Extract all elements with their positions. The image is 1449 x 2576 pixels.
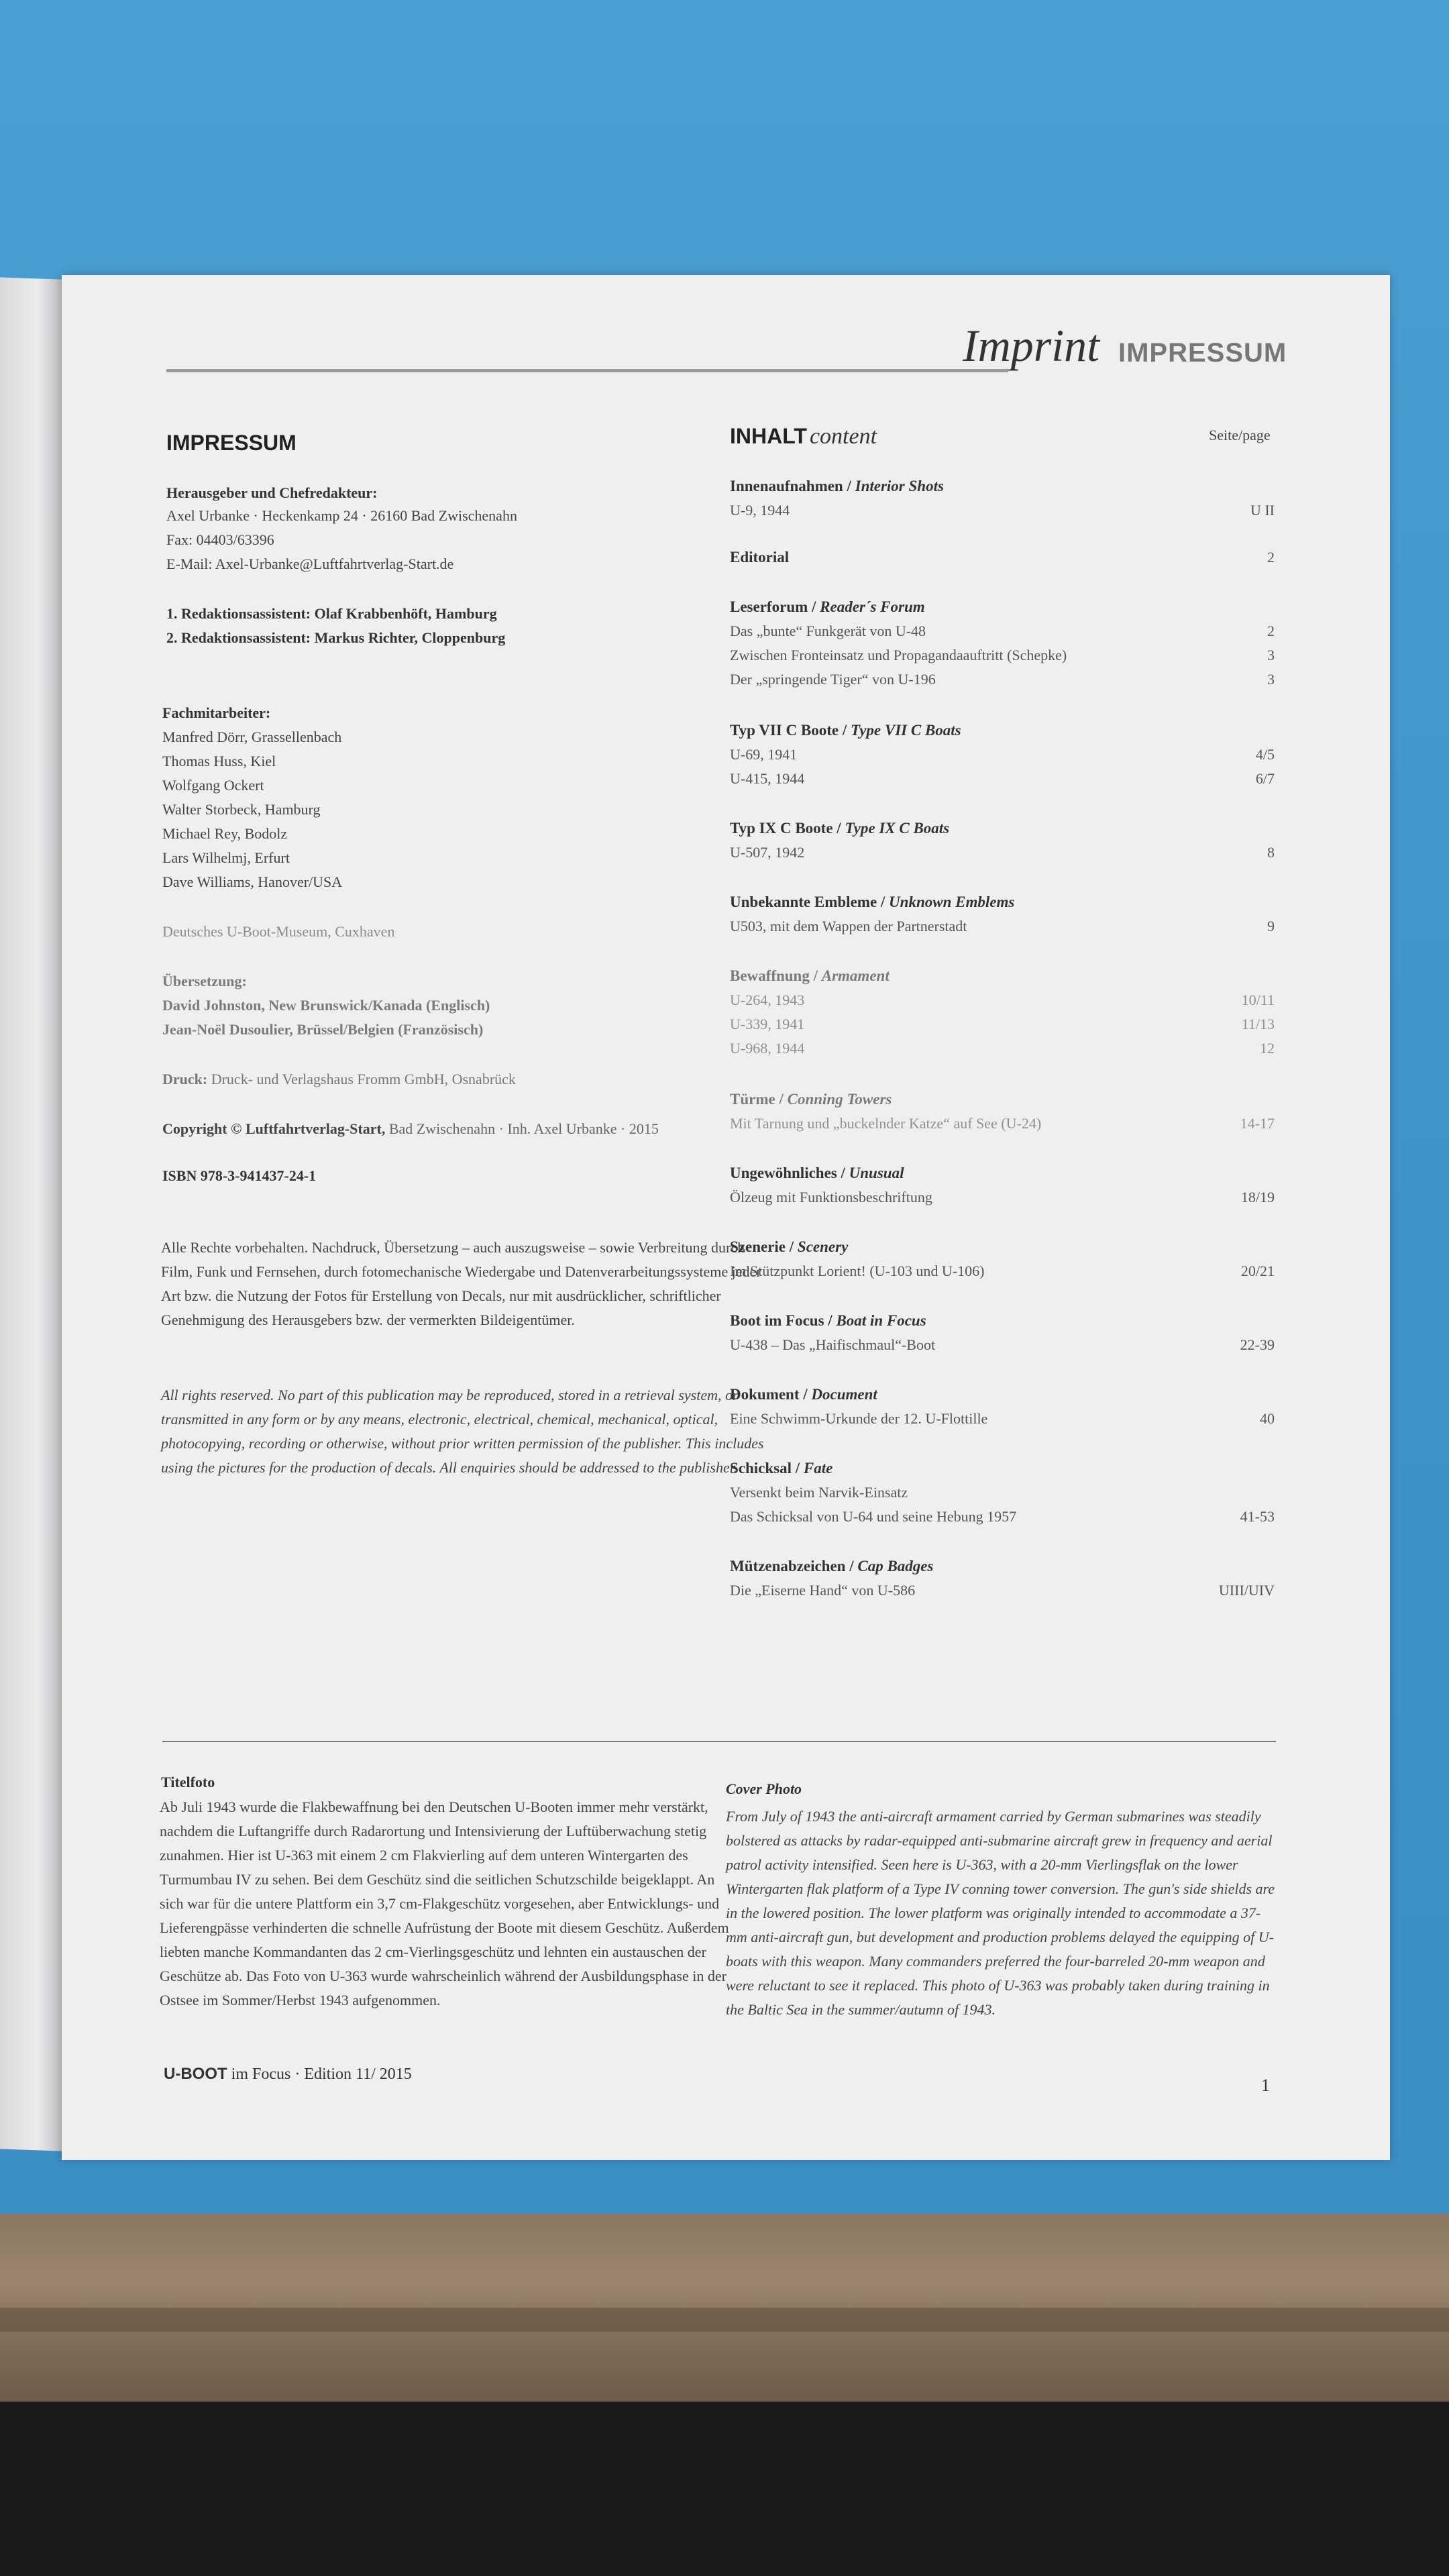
toc-section-heading (730, 820, 949, 837)
toc-section-heading (730, 1558, 933, 1575)
toc-heading-english: Document (811, 1386, 877, 1403)
footer-rule (162, 1741, 1276, 1742)
toc-entry: U-9, 1944 (730, 502, 790, 519)
toc-heading-german: Unbekannte Embleme / (730, 894, 890, 910)
toc-entry: U-438 – Das „Haifischmaul“-Boot (730, 1336, 936, 1353)
toc-heading-english: Conning Towers (787, 1091, 892, 1108)
toc-heading-german: Typ IX C Boote / (730, 820, 845, 837)
publisher-line: Fax: 04403/63396 (166, 531, 274, 548)
publisher-line: E-Mail: Axel-Urbanke@Luftfahrtverlag-Start.de (166, 555, 454, 572)
toc-heading-german: Typ VII C Boote / (730, 722, 851, 739)
translator: Jean-Noël Dusoulier, Brüssel/Belgien (Französisch) (162, 1021, 484, 1038)
toc-section-heading (730, 1460, 833, 1477)
toc-entry: Eine Schwimm-Urkunde der 12. U-Flottille (730, 1410, 988, 1427)
toc-entry: Das „bunte“ Funkgerät von U-48 (730, 623, 926, 639)
toc-heading-english: Cap Badges (857, 1558, 934, 1574)
toc-heading-german: Ungewöhnliches / (730, 1165, 849, 1181)
toc-heading-german: Leserforum / (730, 598, 820, 615)
toc-heading-german: Bewaffnung / (730, 967, 822, 984)
toc-heading-english: Unusual (849, 1165, 904, 1181)
toc-section-heading (730, 1165, 904, 1182)
toc-entry-page: 3 (1267, 671, 1275, 688)
toc-section-heading (730, 722, 961, 739)
toc-entry: Versenkt beim Narvik-Einsatz (730, 1484, 908, 1501)
toc-entry-page: 3 (1267, 647, 1275, 663)
toc-entry: U-415, 1944 (730, 770, 805, 787)
toc-entry-page: 41-53 (1240, 1508, 1275, 1525)
impressum-title: IMPRESSUM (166, 431, 297, 455)
isbn: ISBN 978-3-941437-24-1 (162, 1167, 317, 1184)
toc-section-heading (730, 1386, 877, 1403)
print-text: Druck- und Verlagshaus Fromm GmbH, Osnabrück (211, 1071, 516, 1087)
toc-entry-page: 2 (1267, 623, 1275, 639)
toc-entry-page: 9 (1267, 918, 1275, 934)
toc-entry: U-507, 1942 (730, 844, 805, 861)
assistant-line: 2. Redaktionsassistent: Markus Richter, Cloppenburg (166, 629, 506, 646)
header-impressum: IMPRESSUM (1118, 338, 1287, 368)
copyright-label: Copyright © Luftfahrtverlag-Start, (162, 1120, 386, 1137)
toc-entry-page: 20/21 (1240, 1263, 1275, 1279)
contributor: Dave Williams, Hanover/USA (162, 873, 343, 890)
toc-heading-english: Type VII C Boats (850, 722, 961, 739)
toc-page-label: Seite/page (1209, 427, 1271, 443)
rights-english: All rights reserved. No part of this publication may be reproduced, stored in a retrieval system, or transmitted in any form or by any means, electronic, electrical, chemical, mechanical, optical, photocopying, recording or otherwise, without prior written permission of the publisher. This includes using the pictures for the production of decals. All enquiries should be addressed to the publisher. (161, 1387, 764, 1476)
magazine-page (62, 275, 1390, 2160)
edition-brand: U-BOOT (164, 2065, 227, 2083)
toc-entry: Der „springende Tiger“ von U-196 (730, 671, 936, 688)
contributors-label: Fachmitarbeiter: (162, 704, 271, 721)
toc-entry: Zwischen Fronteinsatz und Propagandaauftritt (Schepke) (730, 647, 1067, 663)
toc-section-heading (730, 478, 944, 495)
translation-label: Übersetzung: (162, 973, 247, 989)
print-label: Druck: (162, 1071, 208, 1087)
toc-heading-german: Editorial (730, 549, 790, 566)
toc-heading-german: Türme / (730, 1091, 788, 1108)
toc-entry: Im Stützpunkt Lorient! (U-103 und U-106) (730, 1263, 985, 1279)
toc-section-heading (730, 1091, 892, 1108)
toc-section-heading (730, 1238, 848, 1256)
dark-floor (0, 2402, 1449, 2576)
edition-line (164, 2065, 412, 2084)
toc-entry-page: 6/7 (1255, 770, 1275, 787)
assistant-line: 1. Redaktionsassistent: Olaf Krabbenhöft, Hamburg (166, 605, 497, 622)
rights-german: Alle Rechte vorbehalten. Nachdruck, Übersetzung – auch auszugsweise – sowie Verbreitung durch Film, Funk und Fernsehen, durch fotomechanische Wiedergabe und Datenverarbeitungssysteme jeder Art bzw. die Nutzung der Fotos für Erstellung von Decals, nur mit ausdrücklicher, schriftlicher Genehmigung des Herausgebers bzw. der vermerkten Bildeigentümer. (161, 1239, 761, 1328)
page-number: 1 (1261, 2076, 1270, 2095)
contributor: Michael Rey, Bodolz (162, 825, 288, 842)
toc-section-heading (730, 549, 789, 566)
toc-section-heading (730, 894, 1014, 911)
contributor: Walter Storbeck, Hamburg (162, 801, 321, 818)
publisher-line: Axel Urbanke · Heckenkamp 24 · 26160 Bad Zwischenahn (166, 507, 517, 524)
contributor: Lars Wilhelmj, Erfurt (162, 849, 290, 866)
toc-entry: U-69, 1941 (730, 746, 798, 763)
toc-entry: U503, mit dem Wappen der Partnerstadt (730, 918, 967, 934)
toc-heading-english: Interior Shots (855, 478, 944, 494)
museum-line: Deutsches U-Boot-Museum, Cuxhaven (162, 923, 395, 940)
toc-entry: U-968, 1944 (730, 1040, 805, 1057)
toc-section-heading (730, 1312, 926, 1330)
contributor: Thomas Huss, Kiel (162, 753, 276, 769)
toc-entry: U-264, 1943 (730, 991, 805, 1008)
toc-entry-page: 14-17 (1240, 1115, 1275, 1132)
toc-title-italic: content (809, 424, 877, 449)
toc-heading-english: Fate (803, 1460, 833, 1477)
print-line (162, 1071, 516, 1088)
toc-heading-german: Schicksal / (730, 1460, 804, 1477)
translator: David Johnston, New Brunswick/Kanada (Englisch) (162, 997, 490, 1014)
wood-grain (0, 2308, 1449, 2332)
cover-photo-label: Cover Photo (726, 1780, 802, 1797)
toc-entry: Mit Tarnung und „buckelnder Katze“ auf See (U-24) (730, 1115, 1042, 1132)
header-imprint: Imprint (963, 320, 1099, 371)
toc-entry-page: UIII/UIV (1218, 1582, 1275, 1599)
toc-entry-page: 40 (1260, 1410, 1275, 1427)
contributor: Wolfgang Ockert (162, 777, 264, 794)
toc-entry-page: 12 (1260, 1040, 1275, 1057)
toc-heading-english: Unknown Emblems (889, 894, 1015, 910)
toc-entry: Das Schicksal von U-64 und seine Hebung 1957 (730, 1508, 1017, 1525)
toc-section-heading (730, 598, 925, 616)
toc-heading-german: Innenaufnahmen / (730, 478, 855, 494)
toc-entry-page: 18/19 (1240, 1189, 1275, 1205)
toc-entry: U-339, 1941 (730, 1016, 805, 1032)
toc-heading-german: Boot im Focus / (730, 1312, 837, 1329)
cover-photo-text: From July of 1943 the anti-aircraft armament carried by German submarines was steadily bolstered as attacks by radar-equipped anti-submarine aircraft grew in frequency and aerial patrol activity intensified. Seen here is U-363, with a 20-mm Vierlingsflak on the lower Wintergarten flak platform of a Type IV conning tower conversion. The gun's side shields are in the lowered position. The lower platform was originally intended to accommodate a 37-mm anti-aircraft gun, but development and production problems delayed the equipping of U-boats with this weapon. Many commanders preferred the four-barreled 20-mm weapon and were reluctant to see it replaced. This photo of U-363 was probably taken during training in the Baltic Sea in the summer/autumn of 1943. (726, 1808, 1275, 2018)
previous-page-edge (0, 277, 62, 2151)
toc-entry: Die „Eiserne Hand“ von U-586 (730, 1582, 916, 1599)
toc-heading-english: Reader´s Forum (820, 598, 925, 615)
toc-entry-page: 10/11 (1241, 991, 1275, 1008)
toc-section-heading (730, 967, 890, 985)
edition-text: im Focus · Edition 11/ 2015 (231, 2065, 412, 2083)
titelfoto-text: Ab Juli 1943 wurde die Flakbewaffnung bei den Deutschen U-Booten immer mehr verstärkt, nachdem die Luftangriffe durch Radarortung und Intensivierung der Luftüberwachung stetig zunahmen. Hier ist U-363 mit einem 2 cm Flakvierling auf dem unteren Wintergarten des Turmumbau IV zu sehen. Bei dem Geschütz sind die seitlichen Schutzschilde beigeklappt. An sich war für die untere Plattform ein 3,7 cm-Flakgeschütz vorgesehen, aber Entwicklungs- und Lieferengpässe verhinderten die schnelle Aufrüstung der Boote mit diesem Geschütz. Außerdem liebten manche Kommandanten das 2 cm-Vierlingsgeschütz und lehnten ein austauschen der Geschütze ab. Das Foto von U-363 wurde wahrscheinlich während der Ausbildungsphase in der Ostsee im Sommer/Herbst 1943 aufgenommen. (160, 1799, 729, 2008)
toc-title-bold: INHALT (730, 424, 807, 448)
copyright-line (162, 1120, 659, 1138)
contributor: Manfred Dörr, Grassellenbach (162, 729, 342, 745)
header-rule (166, 369, 1008, 372)
toc-entry-page: 11/13 (1241, 1016, 1275, 1032)
toc-heading-german: Szenerie / (730, 1238, 798, 1255)
toc-entry-page: 22-39 (1240, 1336, 1275, 1353)
toc-entry-page: U II (1250, 502, 1275, 519)
toc-heading-english: Boat in Focus (836, 1312, 926, 1329)
toc-heading-english: Scenery (797, 1238, 849, 1255)
toc-heading-german: Mützenabzeichen / (730, 1558, 858, 1574)
toc-entry-page: 8 (1267, 844, 1275, 861)
toc-title (730, 424, 877, 449)
toc-heading-german: Dokument / (730, 1386, 812, 1403)
toc-entry-page: 4/5 (1255, 746, 1275, 763)
toc-entry: Ölzeug mit Funktionsbeschriftung (730, 1189, 932, 1205)
toc-page-number: 2 (1267, 549, 1275, 566)
copyright-text: Bad Zwischenahn · Inh. Axel Urbanke · 2015 (388, 1120, 659, 1137)
titelfoto-label: Titelfoto (161, 1774, 215, 1790)
toc-heading-english: Armament (821, 967, 890, 984)
publisher-label: Herausgeber und Chefredakteur: (166, 484, 378, 501)
toc-heading-english: Type IX C Boats (845, 820, 950, 837)
